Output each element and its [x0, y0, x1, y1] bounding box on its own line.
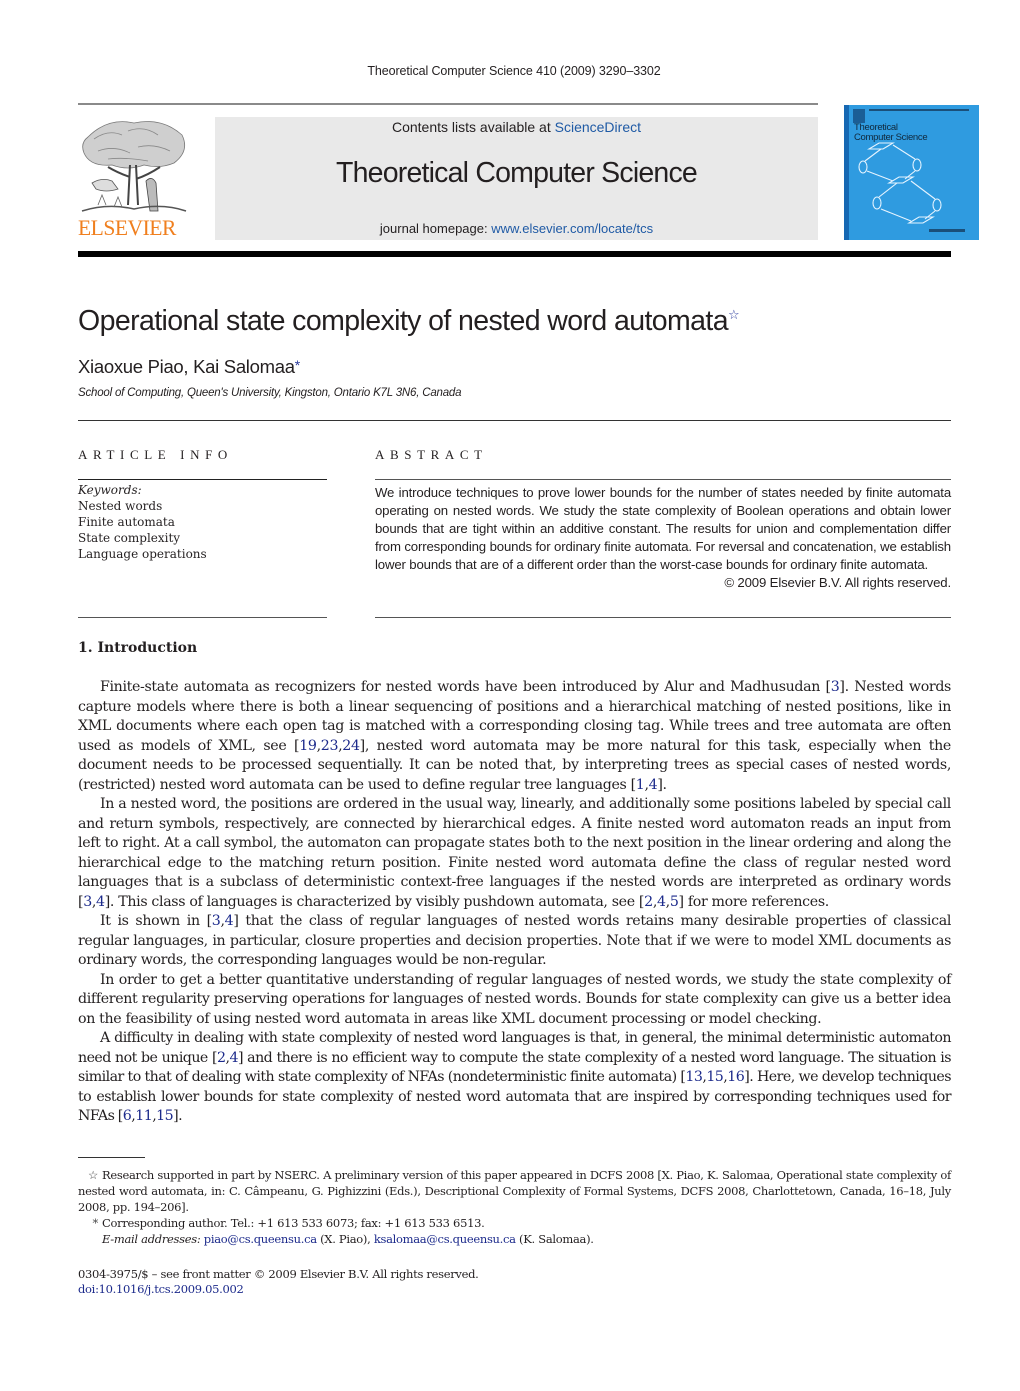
tree-icon	[78, 117, 190, 217]
journal-banner	[215, 117, 818, 240]
abstract-body	[375, 484, 951, 592]
abstract-rule-bottom	[375, 617, 951, 618]
introduction-body	[78, 678, 951, 1127]
body-paragraph: Finite-state automata as recognizers for nested words have been introduced by Alur and Madhusudan [3]. Nested words capture models where there is both a linear sequencing of positions and a hierarchical matching of nested positions, like in XML documents where each open tag is matched with a corresponding closing tag. While trees and tree automata are often used as models of XML, see [19,23,24], nested word automata may be more natural for this task, especially when the document needs to be processed sequentially. It can be noted that, by interpreting trees as special cases of nested words, (restricted) nested word automata can be used to define regular tree languages [1,4].	[78, 679, 951, 793]
footnote-asterisk-icon: *	[92, 1216, 98, 1230]
corresponding-author-footnote: * Corresponding author. Tel.: +1 613 533 6073; fax: +1 613 533 6513.	[78, 1215, 951, 1231]
citation-link[interactable]: 3	[830, 679, 840, 695]
citation-link[interactable]: 2	[644, 893, 653, 910]
abstract-text: We introduce techniques to prove lower bounds for the number of states needed by finite automata operating on nested words. We study the state complexity of Boolean operations and obtain lower bounds that are tight within an additive constant. The results for union and complementation differ from corresponding bounds for ordinary finite automata. For reversal and concatenation, we establish lower bounds that are of a different order than the worst-case bounds for ordinary finite automata.	[375, 485, 951, 572]
citation-link[interactable]: 19	[299, 737, 317, 754]
email-link-salomaa[interactable]: ksalomaa@cs.queensu.ca	[373, 1232, 516, 1246]
doi-link[interactable]: doi:10.1016/j.tcs.2009.05.002	[78, 1282, 244, 1296]
article-info-heading: ARTICLE INFO	[78, 447, 233, 462]
body-paragraph: It is shown in [3,4] that the class of regular languages of nested words retains many desirable properties of classical regular languages, in particular, closure properties and decision properties. Note that if we were to model XML documents as ordinary words, the corresponding languages would be non-regular.	[78, 913, 952, 968]
sciencedirect-link[interactable]: ScienceDirect	[554, 119, 641, 135]
authors: Xiaoxue Piao, Kai Salomaa*	[78, 356, 300, 377]
keyword: Nested words	[78, 499, 163, 513]
homepage-line: journal homepage: www.elsevier.com/locate/tcs	[379, 221, 654, 236]
journal-cover-image[interactable]	[844, 105, 979, 240]
affiliation: School of Computing, Queen's University, Kingston, Ontario K7L 3N6, Canada	[78, 387, 462, 399]
abstract-rule-top	[375, 479, 951, 480]
contents-line: Contents lists available at ScienceDirect	[391, 119, 641, 135]
citation-link[interactable]: 24	[342, 737, 360, 754]
citation-link[interactable]: 15	[156, 1108, 174, 1124]
paper-title: Operational state complexity of nested word automata☆	[78, 305, 740, 337]
keywords-label: Keywords:	[78, 483, 142, 497]
abstract-copyright: © 2009 Elsevier B.V. All rights reserved.	[724, 575, 951, 590]
front-matter	[78, 1267, 479, 1297]
elsevier-logo[interactable]	[78, 117, 208, 241]
body-paragraph: A difficulty in dealing with state complexity of nested word languages is that, in general, the minimal deterministic automaton need not be unique [2,4] and there is no efficient way to compute the state complexity of a nested word language. The situation is similar to that of dealing with state complexity of NFAs (nondeterministic finite automata) [13,15,16]. Here, we develop techniques to establish lower bounds for state complexity of nested word automata that are inspired by corresponding techniques used for NFAs [6,11,15].	[78, 1030, 951, 1124]
affiliation-rule	[78, 420, 951, 421]
keywords-block	[78, 482, 207, 562]
cover-title: Theoretical Computer Science	[854, 122, 928, 143]
citation-link[interactable]: 4	[648, 776, 658, 793]
footnotes	[78, 1167, 951, 1247]
email-link-piao[interactable]: piao@cs.queensu.ca	[203, 1232, 317, 1246]
body-paragraph: In a nested word, the positions are ordered in the usual way, linearly, and additionally some positions labeled by special call and return symbols, respectively, are connected by hierarchical edges. A finite nested word automaton reads an input from left to right. At a call symbol, the automaton can propagate states both to the next position in the linear ordering and along the hierarchical edge to the matching return position. Finite nested word automata define the class of regular nested word languages that is a subclass of deterministic context-free languages if the nested words are interpreted as ordinary words [3,4]. This class of languages is characterized by visibly pushdown automata, see [2,4,5] for more references.	[78, 796, 951, 910]
keyword: Finite automata	[78, 515, 175, 529]
funding-footnote: ☆ Research supported in part by NSERC. A preliminary version of this paper appeared in DCFS 2008 [X. Piao, K. Salomaa, Operational state complexity of nested word automata, in: C. Câmpeanu, G. Pighizzini (Eds.), Descriptional Complexity of Formal Systems, DCFS 2008, Charlottetown, Canada, 16–18, July 2008, pp. 194–206].	[78, 1168, 951, 1214]
citation-link[interactable]: 16	[727, 1069, 745, 1085]
issn-line: 0304-3975/$ – see front matter © 2009 Elsevier B.V. All rights reserved.	[78, 1267, 479, 1281]
citation-link[interactable]: 6	[122, 1108, 132, 1124]
citation-link[interactable]: 2	[217, 1049, 226, 1066]
citation-link[interactable]: 15	[706, 1069, 724, 1085]
footnote-rule	[78, 1157, 145, 1158]
abstract-heading: ABSTRACT	[375, 447, 488, 462]
keyword: Language operations	[78, 547, 207, 561]
citation-link[interactable]: 11	[135, 1108, 153, 1124]
citation-link[interactable]: 23	[320, 737, 339, 754]
citation-link[interactable]: 3	[83, 893, 92, 910]
article-info-rule-top	[78, 479, 327, 480]
citation-link[interactable]: 3	[211, 913, 221, 929]
citation-link[interactable]: 13	[685, 1069, 703, 1085]
journal-homepage-link[interactable]: www.elsevier.com/locate/tcs	[491, 221, 654, 236]
citation-link[interactable]: 4	[656, 893, 666, 910]
title-footnote-star-icon[interactable]: ☆	[728, 307, 740, 322]
running-head: Theoretical Computer Science 410 (2009) 3290–3302	[367, 64, 661, 78]
citation-link[interactable]: 4	[224, 913, 234, 929]
citation-link[interactable]: 1	[635, 776, 645, 793]
section-heading-introduction: 1. Introduction	[78, 640, 198, 656]
corresponding-author-asterisk-icon[interactable]: *	[294, 357, 300, 373]
journal-title: Theoretical Computer Science	[336, 157, 697, 189]
body-paragraph: In order to get a better quantitative understanding of regular languages of nested words, we study the state complexity of different regularity preserving operations for languages of nested words. Bounds for state complexity can give us a better idea on the feasibility of using nested word automata in areas like XML document processing or model checking.	[78, 971, 951, 1027]
citation-link[interactable]: 4	[229, 1049, 238, 1066]
elsevier-wordmark: ELSEVIER	[78, 215, 176, 240]
citation-link[interactable]: 5	[669, 893, 679, 910]
citation-link[interactable]: 4	[96, 893, 105, 910]
keyword: State complexity	[78, 531, 181, 545]
article-info-rule-bottom	[78, 617, 327, 618]
email-footnote: E-mail addresses: piao@cs.queensu.ca (X. Piao), ksalomaa@cs.queensu.ca (K. Salomaa).	[102, 1232, 594, 1246]
header-rule	[78, 103, 818, 105]
footnote-star-icon: ☆	[87, 1168, 98, 1182]
masthead-rule	[78, 251, 951, 257]
